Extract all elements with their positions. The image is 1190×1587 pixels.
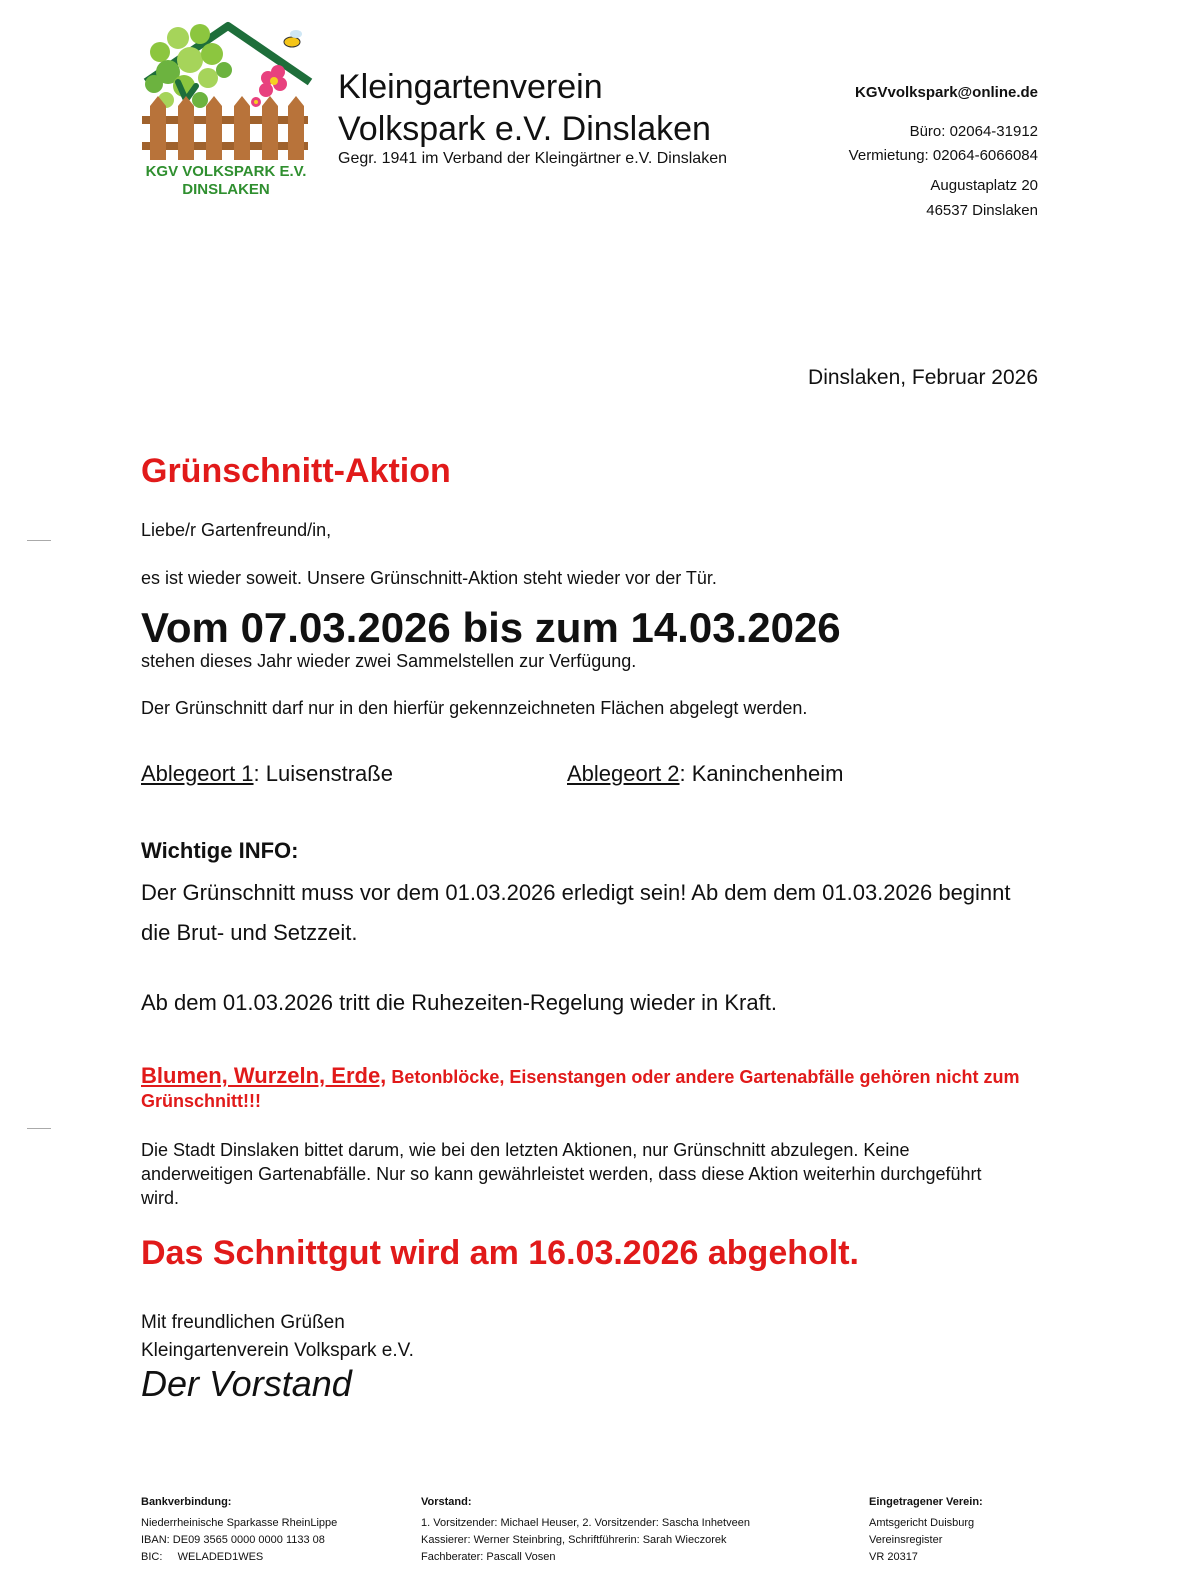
intro-text: es ist wieder soweit. Unsere Grünschnitt-Aktion steht wieder vor der Tür. [141,568,717,588]
info-heading: Wichtige INFO: [141,838,299,863]
contact-email[interactable]: KGVvolkspark@online.de [854,84,1038,101]
event-dates: Vom 07.03.2026 bis zum 14.03.2026 [141,604,841,651]
org-name-line1: Kleingartenverein [338,68,603,106]
salutation: Liebe/r Gartenfreund/in, [141,520,332,540]
letter-date: Dinslaken, Februar 2026 [808,366,1038,389]
drop-off-value-2: : Kaninchenheim [679,761,844,786]
closing-line2: Kleingartenverein Volkspark e.V. [141,1340,414,1361]
org-name-line2: Volkspark e.V. Dinslaken [338,110,711,148]
drop-off-location-1 [141,761,393,787]
footer-bank-heading: Bankverbindung: [141,1496,232,1508]
footer-board-heading: Vorstand: [421,1496,472,1508]
closing-line1: Mit freundlichen Grüßen [141,1312,345,1333]
org-subtitle: Gegr. 1941 im Verband der Kleingärtner e.V. Dinslaken [338,150,727,167]
drop-off-label-2: Ablegeort 2 [567,761,680,786]
city-note: Die Stadt Dinslaken bittet darum, wie bei den letzten Aktionen, nur Grünschnitt abzulegen. Keine anderweitigen Gartenabfälle. Nur so kann gewährleistet werden, dass diese Aktion weiterhin durchgeführt wird. [141,1140,982,1208]
footer-board-line3: Fachberater: Pascall Vosen [421,1551,556,1563]
footer-bank-line1: Niederrheinische Sparkasse RheinLippe [141,1517,338,1529]
logo-graphic [138,20,314,200]
logo-text-line1: KGV VOLKSPARK E.V. [145,163,307,180]
contact-vermietung: Vermietung: 02064-6066084 [848,147,1038,164]
footer-board [421,1494,750,1566]
footer-bank-line3: BIC: WELADED1WES [141,1551,264,1563]
closing [141,1309,414,1365]
warning-text [141,1064,1041,1113]
ruhezeit-text: Ab dem 01.03.2026 tritt die Ruhezeiten-Regelung wieder in Kraft. [141,990,777,1015]
letter-title: Grünschnitt-Aktion [141,452,451,490]
drop-off-label-1: Ablegeort 1 [141,761,254,786]
fold-mark-top [27,540,51,541]
fold-mark-bottom [27,1128,51,1129]
contact-city: 46537 Dinslaken [926,202,1038,219]
drop-off-location-2 [567,761,843,787]
pickup-date: Das Schnittgut wird am 16.03.2026 abgeholt. [141,1234,859,1272]
footer-board-line1: 1. Vorsitzender: Michael Heuser, 2. Vorsitzender: Sascha Inhetveen [421,1517,750,1529]
rule-text: Der Grünschnitt darf nur in den hierfür gekennzeichneten Flächen abgelegt werden. [141,698,808,718]
footer-registry-heading: Eingetragener Verein: [869,1496,983,1508]
club-logo [138,20,314,200]
footer-registry-line2: Vereinsregister [869,1534,943,1546]
after-date-text: stehen dieses Jahr wieder zwei Sammelstellen zur Verfügung. [141,651,637,671]
footer-registry-line3: VR 20317 [869,1551,918,1563]
signature: Der Vorstand [141,1363,352,1404]
contact-street: Augustaplatz 20 [930,177,1038,194]
footer-bank [141,1494,337,1566]
logo-text-line2: DINSLAKEN [182,181,270,198]
contact-buero: Büro: 02064-31912 [909,123,1038,140]
warning-rest: Betonblöcke, Eisenstangen oder andere Gartenabfälle gehören nicht zum Grünschnitt!!! [141,1067,1020,1111]
info-text: Der Grünschnitt muss vor dem 01.03.2026 erledigt sein! Ab dem dem 01.03.2026 beginnt die Brut- und Setzzeit. [141,880,1011,945]
footer-registry [869,1494,983,1566]
drop-off-value-1: : Luisenstraße [253,761,393,786]
org-name [338,66,711,150]
footer-board-line2: Kassierer: Werner Steinbring, Schriftführerin: Sarah Wieczorek [421,1534,727,1546]
warning-highlight: Blumen, Wurzeln, Erde, [141,1063,387,1088]
footer-registry-line1: Amtsgericht Duisburg [869,1517,975,1529]
footer-bank-line2: IBAN: DE09 3565 0000 0000 1133 08 [141,1534,325,1546]
